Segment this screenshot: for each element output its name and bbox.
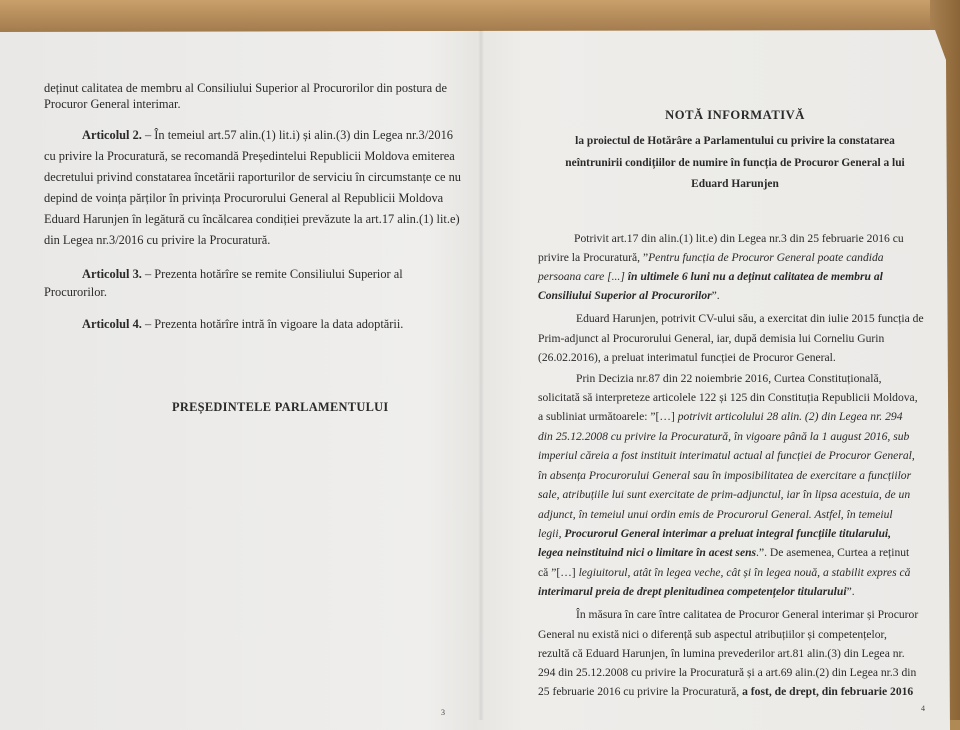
text-line: Eduard Harunjen în legătură cu încălcarea condiției prevăzute la art.17 alin.(1) lit.e)	[44, 212, 460, 226]
text-line	[538, 564, 910, 581]
text-line	[538, 683, 913, 700]
text-line: din Legea nr.3/2016 cu privire la Procuratură.	[44, 233, 271, 247]
article-3-label: Articolul 3.	[82, 267, 142, 281]
text-span: ”.	[711, 289, 720, 302]
text-line: Eduard Harunjen, potrivit CV-ului său, a exercitat din iulie 2015 funcția de	[576, 312, 924, 325]
text-span: .”. De asemenea, Curtea a reținut	[756, 546, 910, 559]
signature-title: PREȘEDINTELE PARLAMENTULUI	[172, 400, 389, 414]
text-span: că ”[…]	[538, 566, 579, 579]
text-span: ”.	[846, 585, 855, 598]
text-line: din 25.12.2008 cu privire la Procuratură, în vigoare până la 1 august 2016, sub	[538, 430, 910, 443]
article-2-line	[82, 127, 453, 144]
text-span: 25 februarie 2016 cu privire la Procuratură,	[538, 685, 743, 698]
text-line: rezultă că Eduard Harunjen, în lumina prevederilor art.81 alin.(3) din Legea nr.	[538, 647, 905, 660]
text-line: imperiul căreia a fost instituit interimatul actual al funcției de Procuror General,	[538, 449, 915, 462]
text-span: a fost, de drept, din februarie 2016	[742, 685, 914, 698]
text-line: General nu există nici o diferență sub aspectul atribuțiilor și competențelor,	[538, 628, 887, 641]
page-number-right: 4	[921, 704, 925, 713]
text-line: sale, atribuțiile lui sunt exercitate de prim-adjunctul, iar în lipsa acestuia, de un	[538, 488, 911, 501]
page-number-left: 3	[441, 708, 445, 717]
text-line: 294 din 25.12.2008 cu privire la Procuratură și a art.69 alin.(2) din Legea nr.3 din	[538, 666, 917, 679]
text-span: – Prezenta hotărîre se remite Consiliului Superior al	[145, 267, 403, 281]
text-line: Prim-adjunct al Procurorului General, iar, după demisia lui Corneliu Gurin	[538, 332, 885, 345]
text-line: Potrivit art.17 din alin.(1) lit.e) din Legea nr.3 din 25 februarie 2016 cu	[574, 232, 904, 245]
text-span: legii,	[538, 527, 565, 540]
text-line	[538, 268, 883, 285]
note-subtitle-line: la proiectul de Hotărâre a Parlamentului cu privire la constatarea	[575, 135, 895, 147]
text-span: legea neinstituind nici o limitare în acest sens	[538, 546, 757, 559]
note-subtitle-line: Eduard Harunjen	[691, 178, 779, 190]
text-line: În măsura în care între calitatea de Procuror General interimar și Procuror	[576, 608, 919, 621]
text-span: – Prezenta hotărîre intră în vigoare la data adoptării.	[145, 317, 404, 331]
text-line: solicitată să interpreteze articolele 122 și 125 din Constituția Republicii Moldova,	[538, 391, 918, 404]
text-line	[538, 287, 720, 304]
text-line: Procuror General interimar.	[44, 97, 181, 111]
text-line	[538, 544, 909, 561]
text-span: Procurorul General interimar a preluat integral funcțiile titularului,	[564, 527, 892, 540]
text-line: decretului privind constatarea încetării raporturilor de serviciu în circumstanțe ce nu	[44, 170, 461, 184]
text-line: adjunct, în temeiul unui ordin emis de Procurorul General. Astfel, în temeiul	[538, 508, 893, 521]
text-span: persoana care [...]	[538, 270, 628, 283]
text-line: deținut calitatea de membru al Consiliului Superior al Procurorilor din postura de	[44, 81, 447, 95]
text-line: depind de voința părților în privința Procurorului General al Republicii Moldova	[44, 191, 444, 205]
text-line	[538, 249, 884, 266]
text-span: privire la Procuratură, ”	[538, 251, 649, 264]
page-fold	[478, 30, 484, 720]
article-3-line	[82, 266, 403, 283]
text-line: Procurorilor.	[44, 285, 107, 299]
text-line	[538, 525, 891, 542]
text-span: Consiliului Superior al Procurorilor	[538, 289, 712, 302]
article-4-label: Articolul 4.	[82, 317, 142, 331]
article-2-label: Articolul 2.	[82, 128, 142, 142]
text-line	[538, 583, 855, 600]
text-line: în absența Procurorului General sau în imposibilitatea de exercitare a funcțiilor	[538, 469, 912, 482]
text-span: potrivit articolului 28 alin. (2) din Legea nr. 294	[677, 410, 903, 423]
text-line: Prin Decizia nr.87 din 22 noiembrie 2016, Curtea Constituțională,	[576, 372, 882, 385]
text-span: în ultimele 6 luni nu a deținut calitatea de membru al	[627, 270, 883, 283]
text-line: cu privire la Procuratură, se recomandă Președintelui Republicii Moldova emiterea	[44, 149, 455, 163]
text-span: – În temeiul art.57 alin.(1) lit.i) și alin.(3) din Legea nr.3/2016	[145, 128, 453, 142]
text-span: Pentru funcția de Procuror General poate candida	[648, 251, 884, 264]
note-subtitle-line: neîntrunirii condițiilor de numire în funcția de Procuror General a lui	[565, 157, 905, 169]
text-line	[538, 408, 903, 425]
article-4-line	[82, 316, 403, 333]
text-span: interimarul preia de drept plenitudinea competențelor titularului	[538, 585, 847, 598]
note-title: NOTĂ INFORMATIVĂ	[665, 108, 805, 122]
text-span: legiuitorul, atât în legea veche, cât și în legea nouă, a stabilit expres că	[578, 566, 911, 579]
text-span: a subliniat următoarele: ”[…]	[538, 410, 678, 423]
text-line: (26.02.2016), a preluat interimatul funcției de Procuror General.	[538, 351, 836, 364]
